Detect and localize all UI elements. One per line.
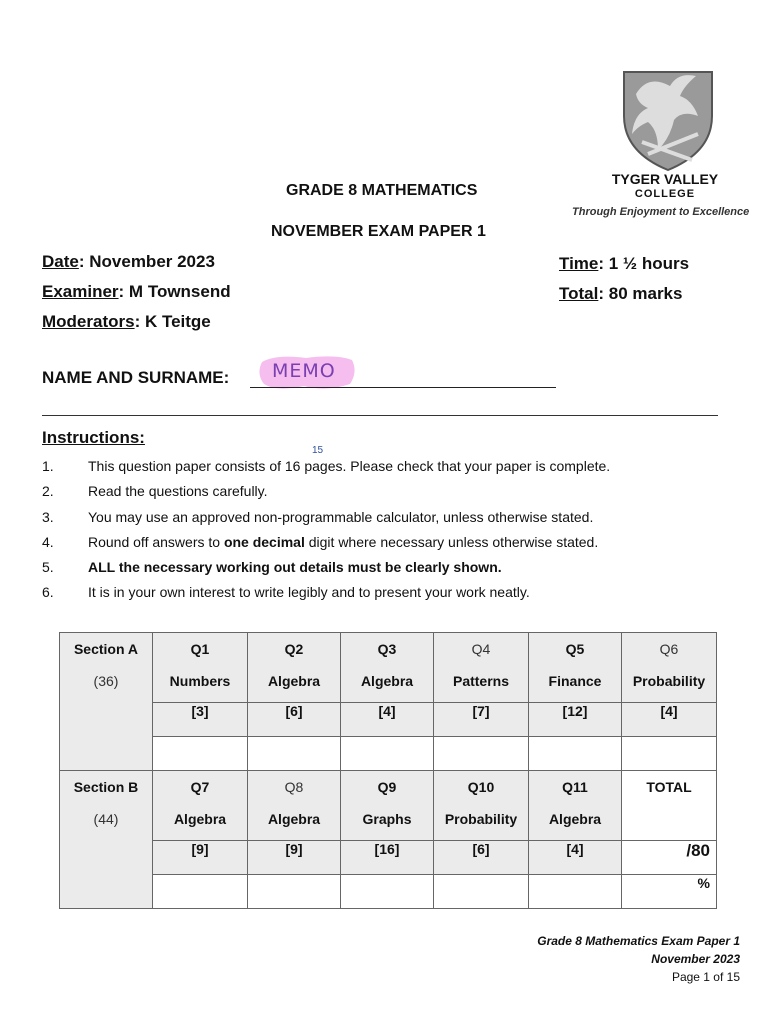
question-topic: Algebra (173, 811, 227, 827)
total-marks: /80 (622, 841, 717, 875)
total-line (559, 284, 682, 304)
total-header (622, 771, 717, 841)
date-value: : November 2023 (78, 252, 215, 271)
question-topic: Numbers (169, 673, 231, 689)
school-crest-logo (618, 64, 718, 174)
q2-score-cell[interactable] (248, 737, 341, 771)
question-topic: Patterns (452, 673, 510, 689)
q10-score-cell[interactable] (434, 875, 529, 909)
section-divider (42, 415, 718, 416)
q5-header (529, 633, 622, 703)
instruction-number: 1. (42, 458, 54, 474)
q11-header (529, 771, 622, 841)
question-number: Q7 (190, 779, 210, 795)
q5-marks: [12] (529, 703, 622, 737)
name-write-line[interactable] (250, 387, 556, 388)
section-b-marks: (44) (93, 811, 119, 827)
instruction-number: 4. (42, 534, 54, 550)
instruction-number: 5. (42, 559, 54, 575)
q6-marks: [4] (622, 703, 717, 737)
section-a-cell (60, 633, 153, 771)
total-value: : 80 marks (598, 284, 683, 303)
q11-score-cell[interactable] (529, 875, 622, 909)
mark-allocation-table (59, 632, 717, 909)
question-number: Q9 (377, 779, 397, 795)
q4-marks: [7] (434, 703, 529, 737)
instruction-text: It is in your own interest to write legibly and to present your work neatly. (88, 584, 530, 600)
date-label: Date (42, 252, 79, 271)
q9-score-cell[interactable] (341, 875, 434, 909)
question-topic: Algebra (267, 673, 321, 689)
moderators-label: Moderators (42, 312, 135, 331)
instruction-text: You may use an approved non-programmable calculator, unless otherwise stated. (88, 509, 594, 525)
question-number: Q6 (659, 641, 679, 657)
q5-score-cell[interactable] (529, 737, 622, 771)
q11-marks: [4] (529, 841, 622, 875)
question-number: Q4 (471, 641, 491, 657)
time-value: : 1 ½ hours (598, 254, 690, 273)
q1-header (153, 633, 248, 703)
footer-date: November 2023 (651, 952, 740, 966)
school-motto: Through Enjoyment to Excellence (572, 206, 750, 218)
question-topic: Graphs (362, 811, 412, 827)
q1-score-cell[interactable] (153, 737, 248, 771)
question-number: Q2 (284, 641, 304, 657)
examiner-label: Examiner (42, 282, 119, 301)
question-topic: Probability (632, 673, 706, 689)
moderators-value: : K Teitge (134, 312, 211, 331)
instruction-emphasis: one decimal (223, 534, 305, 550)
q3-score-cell[interactable] (341, 737, 434, 771)
page-number: Page 1 of 15 (671, 970, 740, 984)
date-line (42, 252, 215, 272)
question-topic: Algebra (548, 811, 602, 827)
q7-marks: [9] (153, 841, 248, 875)
q4-header (434, 633, 529, 703)
q6-score-cell[interactable] (622, 737, 717, 771)
section-a-marks: (36) (93, 673, 119, 689)
q8-marks: [9] (248, 841, 341, 875)
question-number: Q1 (190, 641, 210, 657)
time-line (559, 254, 689, 274)
q2-header (248, 633, 341, 703)
school-name-sub: COLLEGE (634, 188, 696, 200)
q9-marks: [16] (341, 841, 434, 875)
q10-marks: [6] (434, 841, 529, 875)
total-label: Total (559, 284, 599, 303)
q7-score-cell[interactable] (153, 875, 248, 909)
footer-title: Grade 8 Mathematics Exam Paper 1 (537, 934, 740, 948)
q8-header (248, 771, 341, 841)
q7-header (153, 771, 248, 841)
instruction-text: This question paper consists of 16 pages. Please check that your paper is complete. (88, 458, 611, 474)
examiner-value: : M Townsend (118, 282, 231, 301)
name-label: NAME AND SURNAME: (42, 368, 230, 387)
question-number: Q10 (467, 779, 495, 795)
q6-header (622, 633, 717, 703)
q2-marks: [6] (248, 703, 341, 737)
q3-header (341, 633, 434, 703)
moderators-line (42, 312, 211, 332)
q4-score-cell[interactable] (434, 737, 529, 771)
question-topic: Probability (444, 811, 518, 827)
question-number: Q3 (377, 641, 397, 657)
percent-cell[interactable]: % (622, 875, 717, 909)
question-topic: Algebra (267, 811, 321, 827)
question-topic: Algebra (360, 673, 414, 689)
section-b-label: Section B (73, 779, 139, 795)
exam-title: GRADE 8 MATHEMATICS (286, 182, 478, 199)
instruction-text (88, 534, 598, 550)
question-number: Q8 (284, 779, 304, 795)
question-number: Q5 (565, 641, 585, 657)
section-b-cell (60, 771, 153, 909)
q10-header (434, 771, 529, 841)
total-label: TOTAL (646, 779, 692, 795)
instruction-text: ALL the necessary working out details must be clearly shown. (88, 559, 502, 575)
instruction-number: 3. (42, 509, 54, 525)
exam-subtitle: NOVEMBER EXAM PAPER 1 (271, 223, 486, 240)
question-topic: Finance (548, 673, 602, 689)
handwritten-page-correction: 15 (312, 445, 324, 456)
q8-score-cell[interactable] (248, 875, 341, 909)
instruction-text-part: Round off answers to (88, 534, 224, 550)
examiner-line (42, 282, 231, 302)
instructions-heading: Instructions: (42, 428, 145, 447)
instruction-text-part: digit where necessary unless otherwise stated. (304, 534, 599, 550)
q3-marks: [4] (341, 703, 434, 737)
instruction-number: 6. (42, 584, 54, 600)
instruction-number: 2. (42, 483, 54, 499)
time-label: Time (559, 254, 599, 273)
instruction-text: Read the questions carefully. (88, 483, 268, 499)
q1-marks: [3] (153, 703, 248, 737)
school-name: TYGER VALLEY (611, 171, 719, 187)
question-number: Q11 (562, 779, 588, 795)
handwritten-memo: MEMO (272, 360, 336, 382)
q9-header (341, 771, 434, 841)
section-a-label: Section A (73, 641, 139, 657)
